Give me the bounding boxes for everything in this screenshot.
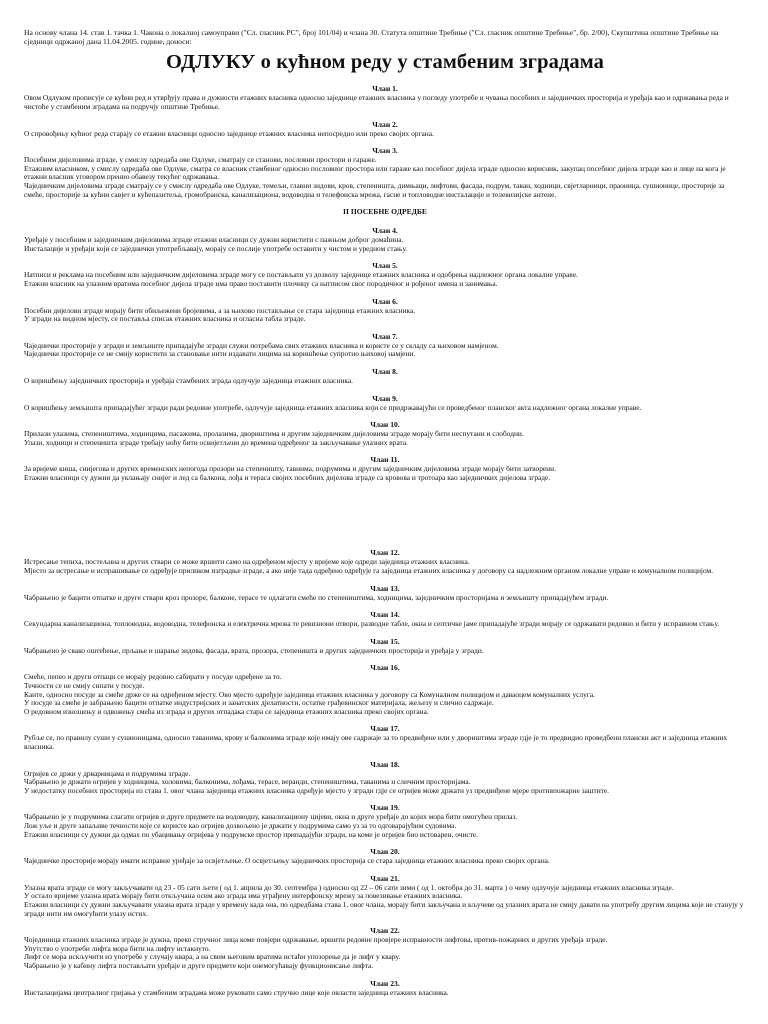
article-16 [24, 663, 746, 716]
article-paragraph: Прилази улазима, степеништима, ходницима, пасажима, пролазима, двориштима и другим заједничким дијеловима зграде морају бити неспутани и слободни. [24, 429, 524, 439]
article-paragraph: Чаједничке просторије у згради и земљиште припадајуће згради служи потребама свих етажних власника и користе се у складу са њиховом намјеном. [24, 340, 499, 350]
article-paragraph: Истресање тепиха, постељина и других ствари се може вршити само на одређеном мјесту у вријеме које одреди заједница етажних власника. [24, 557, 470, 567]
article-paragraph: О спровођењу кућног реда старају се етажни власници односно заједнице етажних власника непосредно или преко својих органа. [24, 128, 434, 138]
article-heading: Члан 21. [370, 873, 400, 883]
article-18 [24, 760, 746, 796]
article-heading: Члан 23. [370, 978, 400, 988]
article-heading: Члан 4. [372, 226, 398, 236]
article-paragraph: Уређаје у посебним и заједничким дијеловима зграде етажни власници су дужни користити с пажњом доброг домаћина. [24, 235, 404, 245]
article-paragraph: У згради на видном мјесту, се поставља списак етажних власника и огласна табла зграде. [24, 314, 306, 324]
article-paragraph: Течности се не смију сипати у посуде. [24, 681, 145, 691]
article-paragraph: Чаједничке просторије се не смију користити за становање нити издавати лицима на коришћење супротно њиховој намјени. [24, 349, 416, 359]
article-heading: Члан 20. [370, 847, 400, 857]
article-paragraph: Лож уље и друге запаљиве течности које се користе као огријев дозвољено је држати у подрумима само уз за то одговарајућим судовима. [24, 820, 457, 830]
article-1 [24, 84, 746, 111]
article-heading: Члан 12. [370, 548, 400, 558]
article-paragraph: Етажни власници су дужни да уклањају снијег и лед са балкона, лођа и тераса својих посебних дијелова зграде са кровова и тротоара као заједничких дијелова зграде. [24, 472, 551, 482]
article-paragraph: Натписи и реклама на посебним или заједничким дијеловима зграде могу се постављати уз дозволу заједнице етажних власника и одобрења надлежног органа локалне управе. [24, 270, 578, 280]
article-heading: Члан 17. [370, 724, 400, 734]
document-page [24, 28, 746, 1005]
article-heading: Члан 14. [370, 610, 400, 620]
preamble: На основу члана 14. став 1. тачка 1. Чакона о локалној самоуправи ("Сл. гласник РС", број 101/04) и члана 30. Статута општине Требиње ("Сл. гласник општине Требиње", бр. 2/00), Скупштина општине Требиње на сједници одржаној дана 11.04.2005. године, доноси: [24, 28, 719, 47]
article-4 [24, 226, 746, 253]
article-7 [24, 332, 746, 359]
article-heading: Члан 5. [372, 261, 398, 271]
article-12 [24, 548, 746, 575]
article-2 [24, 120, 746, 139]
article-heading: Члан 16. [370, 663, 400, 673]
article-heading: Члан 10. [370, 420, 400, 430]
article-heading: Члан 19. [370, 803, 400, 813]
article-paragraph: Чабрањено је у подрумима слагати огријев и друге предмете на водоводну, канализациону цијеви, окна и друге уређаје до којих мора бити омогућен прилаз. [24, 812, 518, 822]
articles-container [24, 84, 746, 997]
article-14 [24, 610, 746, 629]
article-heading: Члан 11. [370, 455, 400, 465]
article-paragraph: Чабрањено је држати огријев у ходницима, холовима, балконима, лођама, терасе, веранди, степеништима, таванима и сличним просторијама. [24, 777, 471, 787]
article-paragraph: Лифт се мора искључити из употребе у случају квара, а на свим његовим вратима истаћи упозорење да је лифт у квару. [24, 952, 401, 962]
article-paragraph: Етажни власници су дужни закључавати улазна врата зграде у времену када она, по одредбама става 1. овог члана, морају бити закључана и кључеве од улазних врата не смију давати на употребу другим лицима које не станују у згради нити им омогућити улазу истих. [24, 899, 744, 918]
article-paragraph: Овом Одлуком прописује се кућни ред и утврђују права и дужности етажних власника односно заједнице етажних власника у погледу употребе и чувања посебних и заједничких просторија и уређаја као и одржавања реда и чистоће у стамбеним зградама на подручју општине Требиње. [24, 93, 729, 111]
article-3 [24, 146, 746, 199]
article-5 [24, 261, 746, 288]
article-paragraph: Рубље се, по правилу суши у сушионицама, односно таванима, крову и балконима зграде које имају ове садржаје за то предвиђене или у двориштима зграде гдје је то предвидио проведбени плански акт и заједница етажних власника. [24, 733, 728, 751]
article-paragraph: Мјесто за истресање и испрашивање се одређује приликом изградње зграде, а ако није тада одређено одређује га заједница етажних власника у договору са надлежним органом локалне управе и комуналном полицијом. [24, 566, 714, 576]
article-paragraph: Чабрањено је бацити отпатке и друге ствари кроз прозоре, балконе, терасе те одлагати смеће по степеништима, ходницима, заједничким просторијама и земљишту припадајућем згради. [24, 592, 609, 602]
article-paragraph: Улази, ходници и степеништа зграде требају ноћу бити освијетљени до времена одређеног за закључавање улазних врата. [24, 437, 408, 447]
article-paragraph: Посебни дијелови зграде морају бити обиљежени бројевима, а за њихово постављање се стара заједница етажних власника. [24, 305, 416, 315]
article-21 [24, 874, 746, 918]
article-paragraph: Огријев се држи у дрварницама и подрумима зграде. [24, 768, 191, 778]
document-title: ОДЛУКУ о кућном реду у стамбеним зградама [165, 51, 605, 74]
section-heading: II ПОСЕБНЕ ОДРЕДБЕ [343, 207, 427, 217]
article-heading: Члан 7. [372, 331, 398, 341]
article-paragraph: Улазна врата зграде се могу закључавати од 23 - 05 сати љети ( од 1. априла до 30. септембра ) односно од 22 – 06 сати зими ( од 1. октобра до 31. марта ) о чему одлучује заједница етажних власника зграде. [24, 882, 674, 892]
article-paragraph: Чабрањено је у кабину лифта постављати уређаје и друге предмете који онемогућавају функционисање лифта. [24, 960, 374, 970]
article-11 [24, 455, 746, 482]
article-paragraph: У остало вријеме улазна врата морају бити откључана осим ако зграда има уграђену интерфонску мрежу за повезивање етажних власника. [24, 891, 463, 901]
article-heading: Члан 22. [370, 926, 400, 936]
article-heading: Члан 3. [372, 146, 398, 156]
article-paragraph: Чабрањено је свако оштећење, прљање и шарање зидова, фасада, врата, прозора, степеништа и других заједничких просторија и уређаја у згради. [24, 645, 484, 655]
article-paragraph: Посебним дијеловима зграде, у смислу одредаба ове Одлуке, сматрају се станови, пословни простори и гараже. [24, 155, 377, 165]
article-paragraph: Чојединица етажних власника зграде је дужна, преко стручног лица коме повјери одржавање, вршити редовне провјере исправности лифтова, против-пожарних и других уређаја зграде. [24, 935, 608, 945]
article-heading: Члан 6. [372, 296, 398, 306]
article-22 [24, 926, 746, 970]
article-heading: Члан 15. [370, 636, 400, 646]
article-23 [24, 979, 746, 998]
article-17 [24, 724, 746, 751]
article-20 [24, 847, 746, 866]
article-paragraph: Инсталације и уређаји који се заједнички употребљавају, морају се послије употребе оставити у чистом и уредном стању. [24, 243, 408, 253]
article-paragraph: О коришћењу земљишта припадајућег згради ради редовне употребе, одлучује заједница етажних власника који се придржавајући се проведбеног планског акта надлежног органа локалне управе. [24, 402, 642, 412]
article-paragraph: У посуде за смеће је забрањено бацити отпатке индустријских и занатских дјелатности, остатке грађевинског материјала, жељезу и слично садржаје. [24, 698, 494, 708]
article-10 [24, 420, 746, 447]
article-paragraph: Етажним власником, у смислу одредаба ове Одлуке, сматра се власник стамбеног односно пословног простора или гараже као посебног дијела зграде односно корисник, закупац посебног дијела зграде као и лице на кога је етажни власник уговором пренио обавезу текућег одржавања. [24, 163, 726, 182]
article-15 [24, 637, 746, 656]
article-paragraph: Чаједничке просторије морају имати исправне уређаје за освјетљење. О освјетљењу заједничких просторија се стара заједница етажних власника преко својих органа. [24, 856, 550, 866]
article-paragraph: За вријеме киша, снијегова и других временских непогода прозори на степеништу, тавнима, подрумима и другим заједничким дијеловима зграде морају бити затворени. [24, 464, 556, 474]
article-heading: Члан 2. [372, 119, 398, 129]
article-heading: Члан 8. [372, 366, 398, 376]
article-paragraph: Канте, односно посуде за смеће држе се на одређеном мјесту. Ово мјесто одређује заједница етажних власника у договору са Комуналном полицијом и даваоцем комуналних услуга. [24, 689, 595, 699]
article-paragraph: Инсталацијама централног гријања у стамбеним зградама може руковати само стручно лице које овласти заједница етажних власника. [24, 987, 449, 997]
article-heading: Члан 9. [372, 393, 398, 403]
article-paragraph: Чаједничким дијеловима зграде сматрају се у смислу одредаба ове Одлуке, темељи, главни зидови, кров, степеништа, димњаци, лифтови, фасада, подрум, таван, ходници, свјетларници, праоница, сушионице, просторије за смеће, просторије за кућни савјет и кућепазитеља, громобранска, канализациона, водоводна и телефонска мрежа, гасне и топловодне инсталације и телевизијске антене. [24, 180, 725, 199]
article-paragraph: Етажни власник на улазним вратима посебног дијела зграде има право поставити плочицу са натписом свог породичног и рођеног имена и занимања. [24, 278, 498, 288]
article-paragraph: Секундарна канализациона, топловодна, водоводна, телефонска и електрична мрежа те ревизиони отвори, разводне табле, окна и септичке јаме припадајуће згради морају се одржавати редовно и бити у исправном стању. [24, 619, 720, 629]
article-heading: Члан 1. [372, 84, 398, 94]
article-paragraph: Етажни власници су дужни да одмах по убацивању огријева у подрумске простор припадајући згради, на коме је огријев био истоварен, очисте. [24, 829, 479, 839]
article-heading: Члан 13. [370, 583, 400, 593]
article-paragraph: Смеће, пепео и други отпаци се морају редовно сабирати у посуде одређене за то. [24, 672, 282, 682]
article-paragraph: О коришћењу заједничких просторија и уређаја стамбених зграда одлучује заједница етажних власника. [24, 375, 353, 385]
article-13 [24, 584, 746, 603]
article-8 [24, 367, 746, 386]
article-paragraph: Упутство о употреби лифта мора бити на лифту истакнуто. [24, 943, 211, 953]
article-9 [24, 394, 746, 413]
article-6 [24, 297, 746, 324]
article-paragraph: О редовном изношењу и одвожењу смећа из зграда и других отпадака стара се заједница етажних власника преко својих органа. [24, 706, 429, 716]
article-heading: Члан 18. [370, 759, 400, 769]
article-19 [24, 803, 746, 839]
article-paragraph: У недостатку посебних просторија из става 1. овог члана заједница етажних власника одређује мјесто у згради гдје се огријев може држати уз предвиђене мјере противпожарне заштите. [24, 785, 610, 795]
